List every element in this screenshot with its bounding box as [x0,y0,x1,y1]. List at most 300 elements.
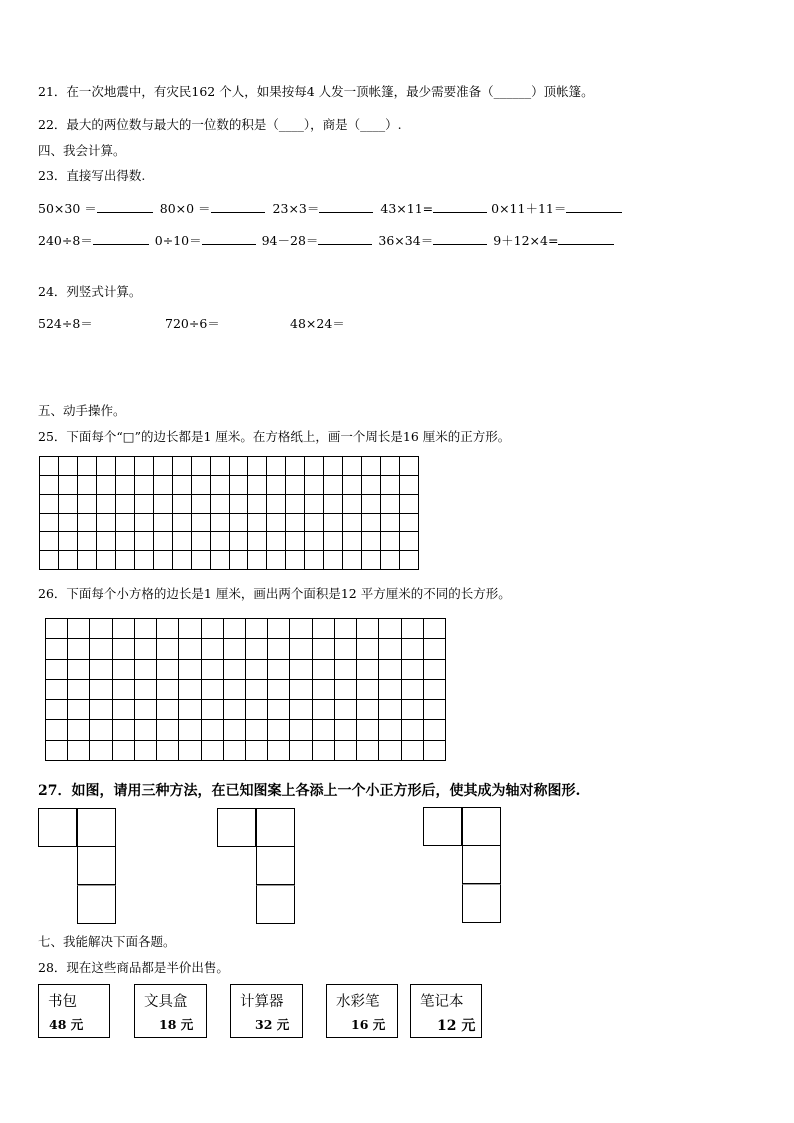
grid-cell [286,551,305,570]
section-7-heading: 七、我能解决下面各题。 [38,934,176,949]
grid-cell [267,551,286,570]
grid-cell [286,532,305,551]
grid-cell [290,720,312,740]
grid-cell [357,619,379,639]
q23-row-2 [38,231,614,249]
grid-cell [46,619,68,639]
grid-cell [135,700,157,720]
grid-cell [116,476,135,495]
grid-cell [224,720,246,740]
grid-cell [211,514,230,533]
grid-cell [179,619,201,639]
grid-cell [379,720,401,740]
grid-cell [135,619,157,639]
question-24: 24．列竖式计算。 [38,284,142,299]
product-price: 32 元 [255,1017,290,1032]
grid-cell [135,680,157,700]
grid-cell [135,720,157,740]
grid-cell [362,495,381,514]
grid-cell [97,514,116,533]
grid-cell [381,476,400,495]
question-22: 22．最大的两位数与最大的一位数的积是（____），商是（____）. [38,117,402,132]
grid-cell [68,720,90,740]
grid-cell [40,495,59,514]
q23-r1-item-2: 80×0 ＝ [160,199,265,217]
grid-cell [424,639,446,659]
q24-item-1: 524÷8＝ [38,316,93,331]
grid-cell [400,457,419,476]
grid-cell [305,457,324,476]
grid-cell [335,639,357,659]
q23-row-1 [38,199,622,217]
grid-cell [179,741,201,761]
grid-cell [224,741,246,761]
grid-cell [267,514,286,533]
grid-cell [173,514,192,533]
grid-cell [116,457,135,476]
grid-cell [224,619,246,639]
grid-cell [267,457,286,476]
grid-cell [248,457,267,476]
grid-cell [268,619,290,639]
product-card-notebook [410,984,482,1038]
grid-cell [192,551,211,570]
product-price: 12 元 [437,1018,476,1034]
grid-cell [97,457,116,476]
product-card-schoolbag [38,984,110,1038]
grid-cell [173,551,192,570]
grid-cell [335,680,357,700]
product-name: 书包 [48,994,77,1010]
grid-cell [381,495,400,514]
grid-cell [40,532,59,551]
grid-cell [40,514,59,533]
grid-cell [116,551,135,570]
grid-cell [157,619,179,639]
grid-cell [313,660,335,680]
product-name: 笔记本 [420,994,464,1010]
grid-cell [154,457,173,476]
grid-cell [90,680,112,700]
grid-cell [290,660,312,680]
grid-cell [90,660,112,680]
grid-cell [68,619,90,639]
product-price: 16 元 [351,1017,386,1032]
figure-1-square [77,885,116,924]
product-card-watercolor-pens [326,984,398,1038]
grid-cell [305,551,324,570]
grid-cell [78,551,97,570]
q23-r1-item-4: 43×11= [380,200,487,216]
grid-cell [400,476,419,495]
grid-cell [246,619,268,639]
grid-cell [400,551,419,570]
question-23: 23．直接写出得数. [38,168,146,183]
grid-cell [97,551,116,570]
grid-cell [230,551,249,570]
grid-cell [135,660,157,680]
product-price: 18 元 [159,1017,194,1032]
section-5-heading: 五、动手操作。 [38,403,126,418]
grid-cell [286,457,305,476]
grid-cell [402,619,424,639]
grid-cell [40,457,59,476]
grid-cell [59,551,78,570]
grid-cell [135,639,157,659]
grid-cell [179,660,201,680]
grid-cell [379,619,401,639]
grid-cell [78,457,97,476]
grid-cell [335,700,357,720]
grid-cell [68,741,90,761]
grid-cell [324,551,343,570]
grid-cell [313,619,335,639]
grid-cell [335,741,357,761]
grid-cell [324,532,343,551]
grid-cell [173,457,192,476]
grid-cell [381,457,400,476]
grid-cell [78,514,97,533]
grid-cell [202,619,224,639]
question-21: 21．在一次地震中，有灾民162 个人，如果按每4 人发一顶帐篷，最少需要准备（______）顶帐篷。 [38,84,594,99]
grid-cell [179,639,201,659]
grid-cell [286,476,305,495]
grid-cell [230,495,249,514]
grid-cell [202,720,224,740]
grid-cell [78,532,97,551]
grid-cell [59,476,78,495]
grid-cell [59,514,78,533]
product-name: 水彩笔 [336,994,380,1010]
figure-3-square [462,884,501,923]
grid-cell [362,551,381,570]
product-card-pencil-box [134,984,207,1038]
grid-cell [179,720,201,740]
grid-cell [90,619,112,639]
grid-cell [116,514,135,533]
product-price: 48 元 [49,1017,84,1032]
grid-cell [248,532,267,551]
grid-cell [313,720,335,740]
grid-cell [40,551,59,570]
grid-cell [68,660,90,680]
grid-cell [224,680,246,700]
figure-2-square [256,808,295,847]
q23-r2-item-1: 240÷8＝ [38,231,149,249]
grid-cell [402,680,424,700]
grid-cell [424,741,446,761]
grid-cell [424,619,446,639]
grid-cell [362,532,381,551]
figure-1-square [38,808,77,847]
figure-3-square [462,845,501,884]
grid-cell [173,476,192,495]
grid-cell [246,639,268,659]
grid-cell [157,680,179,700]
grid-cell [224,639,246,659]
grid-cell [211,532,230,551]
grid-cell [192,476,211,495]
grid-cell [113,660,135,680]
grid-cell [400,532,419,551]
grid-cell [113,680,135,700]
figure-3-square [423,807,462,846]
grid-cell [305,514,324,533]
grid-cell [343,495,362,514]
grid-cell [362,476,381,495]
grid-cell [246,720,268,740]
grid-cell [362,457,381,476]
grid-cell [424,660,446,680]
grid-cell [135,551,154,570]
grid-cell [324,514,343,533]
grid-cell [286,514,305,533]
grid-cell [211,457,230,476]
grid-cell [224,700,246,720]
grid-cell [59,495,78,514]
grid-cell [192,514,211,533]
grid-cell [173,532,192,551]
grid-cell [268,660,290,680]
figure-3-square [462,807,501,846]
grid-cell [40,476,59,495]
grid-cell [46,680,68,700]
grid-cell [230,532,249,551]
q23-r2-item-3: 94－28＝ [262,231,373,249]
graph-paper-25 [39,456,419,570]
grid-cell [290,741,312,761]
grid-cell [324,495,343,514]
grid-cell [135,476,154,495]
grid-cell [402,639,424,659]
grid-cell [211,495,230,514]
grid-cell [402,741,424,761]
grid-cell [290,680,312,700]
grid-cell [357,720,379,740]
grid-cell [343,514,362,533]
grid-cell [202,700,224,720]
q24-item-3: 48×24＝ [290,316,345,331]
q23-r2-item-4: 36×34＝ [378,231,487,249]
grid-cell [357,639,379,659]
grid-cell [248,495,267,514]
grid-cell [90,639,112,659]
grid-cell [230,476,249,495]
figure-2-square [217,808,256,847]
grid-cell [97,495,116,514]
q23-r1-item-3: 23×3＝ [273,199,374,217]
product-name: 计算器 [240,994,284,1010]
grid-cell [267,476,286,495]
grid-cell [135,741,157,761]
grid-cell [211,476,230,495]
grid-cell [59,457,78,476]
grid-cell [313,680,335,700]
q23-r1-item-1: 50×30 ＝ [38,199,153,217]
grid-cell [154,514,173,533]
grid-cell [357,741,379,761]
grid-cell [381,551,400,570]
grid-cell [113,639,135,659]
grid-cell [202,639,224,659]
grid-cell [113,619,135,639]
grid-cell [154,532,173,551]
grid-cell [268,741,290,761]
grid-cell [335,660,357,680]
grid-cell [135,457,154,476]
grid-cell [379,741,401,761]
grid-cell [90,741,112,761]
grid-cell [313,741,335,761]
grid-cell [313,700,335,720]
product-card-calculator [230,984,303,1038]
grid-cell [202,680,224,700]
grid-cell [202,660,224,680]
grid-cell [192,457,211,476]
grid-cell [192,495,211,514]
grid-cell [313,639,335,659]
grid-cell [154,476,173,495]
grid-cell [46,700,68,720]
grid-cell [246,660,268,680]
grid-cell [362,514,381,533]
grid-cell [268,700,290,720]
q23-r1-item-5: 0×11＋11＝ [491,199,622,217]
grid-cell [267,495,286,514]
grid-cell [400,495,419,514]
grid-cell [157,720,179,740]
grid-cell [68,639,90,659]
grid-cell [68,680,90,700]
grid-cell [90,720,112,740]
grid-cell [46,720,68,740]
question-26: 26．下面每个小方格的边长是1 厘米，画出两个面积是12 平方厘米的不同的长方形。 [38,586,511,601]
grid-cell [424,700,446,720]
grid-cell [68,700,90,720]
grid-cell [335,720,357,740]
grid-cell [78,476,97,495]
grid-cell [343,457,362,476]
grid-cell [202,741,224,761]
product-name: 文具盒 [144,994,188,1010]
grid-cell [290,619,312,639]
q24-item-2: 720÷6＝ [165,316,220,331]
grid-cell [343,532,362,551]
grid-cell [402,720,424,740]
grid-cell [381,532,400,551]
grid-cell [268,720,290,740]
grid-cell [113,700,135,720]
grid-cell [324,457,343,476]
grid-cell [157,639,179,659]
grid-cell [90,700,112,720]
grid-cell [248,551,267,570]
grid-cell [157,660,179,680]
grid-cell [173,495,192,514]
grid-cell [116,532,135,551]
grid-cell [179,680,201,700]
grid-cell [379,680,401,700]
grid-cell [357,700,379,720]
grid-cell [343,476,362,495]
grid-cell [290,639,312,659]
grid-cell [305,476,324,495]
grid-cell [246,680,268,700]
question-25: 25．下面每个“□”的边长都是1 厘米。在方格纸上，画一个周长是16 厘米的正方形。 [38,429,511,444]
figure-2-square [256,885,295,924]
q23-r2-item-5: 9＋12×4= [493,231,614,249]
grid-cell [97,532,116,551]
grid-cell [157,700,179,720]
grid-cell [230,457,249,476]
grid-cell [248,514,267,533]
grid-cell [230,514,249,533]
grid-cell [211,551,230,570]
grid-cell [248,476,267,495]
grid-cell [116,495,135,514]
grid-cell [78,495,97,514]
grid-cell [113,720,135,740]
question-28: 28．现在这些商品都是半价出售。 [38,960,229,975]
grid-cell [268,680,290,700]
figure-1-square [77,846,116,885]
grid-cell [224,660,246,680]
grid-cell [357,680,379,700]
grid-cell [400,514,419,533]
grid-cell [97,476,116,495]
grid-cell [381,514,400,533]
grid-cell [335,619,357,639]
grid-cell [424,720,446,740]
grid-cell [267,532,286,551]
grid-cell [135,514,154,533]
grid-cell [268,639,290,659]
q23-r2-item-2: 0÷10＝ [155,231,256,249]
grid-cell [59,532,78,551]
grid-cell [357,660,379,680]
grid-cell [46,741,68,761]
grid-cell [46,660,68,680]
grid-cell [246,741,268,761]
grid-cell [305,532,324,551]
figure-1-square [77,808,116,847]
grid-cell [379,639,401,659]
grid-cell [402,660,424,680]
grid-cell [379,700,401,720]
figure-2-square [256,846,295,885]
grid-cell [290,700,312,720]
grid-cell [46,639,68,659]
graph-paper-26 [45,618,446,761]
grid-cell [424,680,446,700]
grid-cell [379,660,401,680]
grid-cell [179,700,201,720]
grid-cell [113,741,135,761]
grid-cell [154,495,173,514]
grid-cell [192,532,211,551]
grid-cell [324,476,343,495]
section-4-heading: 四、我会计算。 [38,143,126,158]
grid-cell [157,741,179,761]
grid-cell [343,551,362,570]
grid-cell [402,700,424,720]
grid-cell [135,495,154,514]
grid-cell [286,495,305,514]
grid-cell [154,551,173,570]
grid-cell [246,700,268,720]
grid-cell [305,495,324,514]
question-27: 27．如图，请用三种方法，在已知图案上各添上一个小正方形后，使其成为轴对称图形. [38,783,581,799]
